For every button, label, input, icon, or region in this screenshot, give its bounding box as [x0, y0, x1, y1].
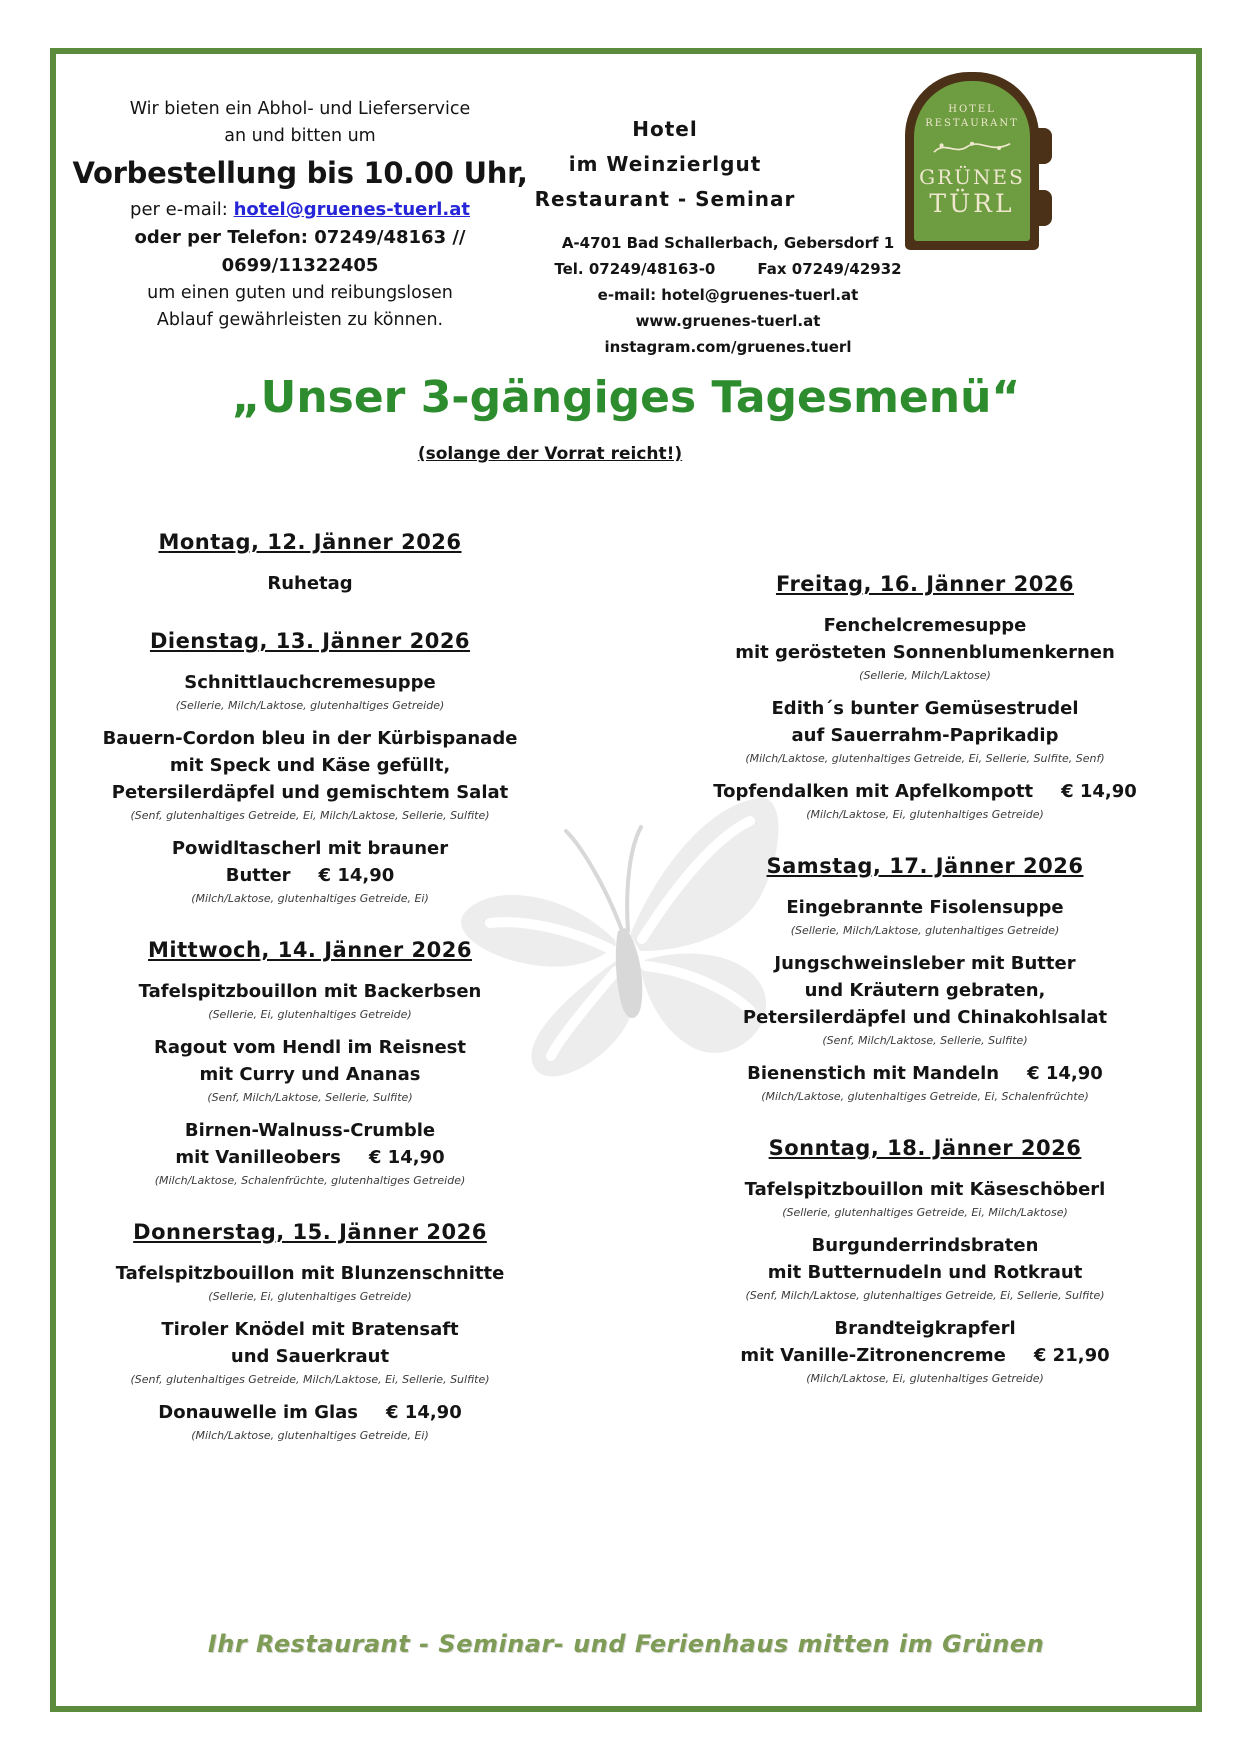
dish-line: Eingebrannte Fisolensuppe	[786, 897, 1064, 918]
dish-allergens: (Milch/Laktose, glutenhaltiges Getreide, Ei, Sellerie, Sulfite, Senf)	[745, 752, 1105, 765]
hotel-name-line-2: im Weinzierlgut	[568, 152, 762, 176]
menu-dish	[685, 1060, 1165, 1104]
menu-subtitle: (solange der Vorrat reicht!)	[417, 444, 683, 464]
preorder-deadline: Vorbestellung bis 10.00 Uhr,	[72, 156, 528, 190]
dish-line: Tafelspitzbouillon mit Backerbsen	[138, 981, 482, 1002]
dish-line: und Sauerkraut	[230, 1346, 390, 1367]
dish-line: und Kräutern gebraten,	[804, 980, 1046, 1001]
menu-dish	[685, 1176, 1165, 1220]
service-note-phone-1: oder per Telefon: 07249/48163 //	[134, 227, 466, 248]
menu-dish	[85, 669, 535, 713]
telfax-row	[508, 256, 948, 282]
menu-day-heading: Montag, 12. Jänner 2026	[158, 530, 462, 554]
service-note-line-2: an und bitten um	[224, 126, 376, 146]
dish-price: € 21,90	[1033, 1345, 1110, 1366]
dish-allergens: (Senf, Milch/Laktose, Sellerie, Sulfite)	[822, 1034, 1028, 1047]
dish-allergens: (Milch/Laktose, glutenhaltiges Getreide, Ei)	[191, 1429, 429, 1442]
service-note-line-1: Wir bieten ein Abhol- und Lieferservice	[129, 99, 471, 119]
service-note-closing-1: um einen guten und reibungslosen	[147, 283, 453, 303]
menu-dish	[85, 1034, 535, 1105]
menu-dish	[85, 725, 535, 823]
menu-title: „Unser 3-gängiges Tagesmenü“	[231, 372, 1021, 423]
dish-allergens: (Sellerie, Milch/Laktose, glutenhaltiges Getreide)	[175, 699, 445, 712]
dish-line: Burgunderrindsbraten	[811, 1235, 1039, 1256]
dish-allergens: (Senf, Milch/Laktose, Sellerie, Sulfite)	[207, 1091, 413, 1104]
dish-line: Tafelspitzbouillon mit Käseschöberl	[744, 1179, 1106, 1200]
dish-allergens: (Sellerie, Milch/Laktose)	[859, 669, 991, 682]
dish-allergens: (Senf, glutenhaltiges Getreide, Ei, Milch/Laktose, Sellerie, Sulfite)	[130, 809, 490, 822]
dish-line: auf Sauerrahm-Paprikadip	[791, 725, 1059, 746]
footer-tagline: Ihr Restaurant - Seminar- und Ferienhaus mitten im Grünen	[207, 1630, 1045, 1658]
dish-price: € 14,90	[368, 1147, 445, 1168]
dish-allergens: (Sellerie, Milch/Laktose, glutenhaltiges Getreide)	[790, 924, 1060, 937]
logo-word-hotel: HOTEL RESTAURANT	[925, 104, 1019, 129]
dish-line: mit Speck und Käse gefüllt,	[169, 755, 451, 776]
dish-allergens: (Milch/Laktose, glutenhaltiges Getreide, Ei, Schalenfrüchte)	[761, 1090, 1089, 1103]
hotel-email: e-mail: hotel@gruenes-tuerl.at	[597, 286, 859, 304]
dish-line: Brandteigkrapferl	[834, 1318, 1016, 1339]
dish-line: mit Curry und Ananas	[199, 1064, 421, 1085]
door-hinge-icon	[1030, 128, 1052, 164]
menu-dish	[85, 835, 535, 906]
menu-day	[85, 936, 535, 1188]
service-note-phone-2: 0699/11322405	[221, 255, 379, 276]
address-line: A-4701 Bad Schallerbach, Gebersdorf 1	[561, 234, 895, 252]
menu-dish	[85, 1316, 535, 1387]
menu-dish	[685, 778, 1165, 822]
service-note	[70, 96, 530, 334]
dish-line: Ruhetag	[267, 573, 353, 594]
logo-door	[914, 81, 1030, 241]
dish-allergens: (Milch/Laktose, Ei, glutenhaltiges Getreide)	[806, 1372, 1044, 1385]
menu-dish	[85, 1117, 535, 1188]
dish-line: Powidltascherl mit brauner Butter € 14,90	[171, 838, 449, 886]
fax-number: Fax 07249/42932	[757, 260, 902, 278]
dish-line: Jungschweinsleber mit Butter	[774, 953, 1076, 974]
menu-day	[685, 1134, 1165, 1386]
menu-day-heading: Freitag, 16. Jänner 2026	[775, 572, 1075, 596]
menu-dish	[685, 612, 1165, 683]
menu-day-heading: Dienstag, 13. Jänner 2026	[149, 629, 471, 653]
dish-line: mit Vanilleobers € 14,90	[175, 1147, 445, 1168]
email-prefix: per e-mail:	[130, 199, 234, 220]
menu-dish	[85, 1399, 535, 1443]
hotel-name-line-1: Hotel	[632, 117, 698, 141]
dish-allergens: (Sellerie, Ei, glutenhaltiges Getreide)	[208, 1008, 412, 1021]
menu-day-heading: Mittwoch, 14. Jänner 2026	[148, 938, 472, 962]
dish-price: € 14,90	[1061, 781, 1137, 802]
dish-line: Tiroler Knödel mit Bratensaft	[161, 1319, 459, 1340]
dish-allergens: (Sellerie, glutenhaltiges Getreide, Ei, Milch/Laktose)	[782, 1206, 1068, 1219]
dish-line: Bauern-Cordon bleu in der Kürbispanade	[102, 728, 518, 749]
email-link[interactable]: hotel@gruenes-tuerl.at	[233, 199, 470, 220]
menu-day-heading: Sonntag, 18. Jänner 2026	[768, 1136, 1082, 1160]
menu-day	[685, 570, 1165, 822]
dish-line: Ragout vom Hendl im Reisnest	[154, 1037, 466, 1058]
service-note-closing-2: Ablauf gewährleisten zu können.	[156, 310, 444, 330]
menu-day	[85, 528, 535, 597]
dish-allergens: (Senf, glutenhaltiges Getreide, Milch/Laktose, Ei, Sellerie, Sulfite)	[130, 1373, 490, 1386]
menu-day-heading: Donnerstag, 15. Jänner 2026	[133, 1220, 487, 1244]
menu-dish	[685, 695, 1165, 766]
logo-gruenes: GRÜNES	[919, 165, 1025, 189]
menu-dish	[685, 1232, 1165, 1303]
dish-allergens: (Milch/Laktose, glutenhaltiges Getreide, Ei)	[191, 892, 429, 905]
dish-allergens: (Milch/Laktose, Ei, glutenhaltiges Getreide)	[806, 808, 1044, 821]
menu-dish	[685, 1315, 1165, 1386]
menu-dish	[85, 570, 535, 597]
dish-allergens: (Senf, Milch/Laktose, glutenhaltiges Getreide, Ei, Sellerie, Sulfite)	[745, 1289, 1105, 1302]
service-note-email-line	[70, 196, 530, 224]
dish-line: Edith´s bunter Gemüsestrudel	[771, 698, 1079, 719]
dish-allergens: (Milch/Laktose, Schalenfrüchte, glutenhaltiges Getreide)	[154, 1174, 466, 1187]
dish-allergens: (Sellerie, Ei, glutenhaltiges Getreide)	[208, 1290, 412, 1303]
hotel-website: www.gruenes-tuerl.at	[635, 312, 821, 330]
hotel-logo	[905, 72, 1039, 250]
menu-dish	[85, 978, 535, 1022]
menu-day	[85, 627, 535, 906]
page-border-frame	[50, 48, 1202, 1712]
dish-line: Bienenstich mit Mandeln € 14,90	[747, 1063, 1103, 1084]
logo-tuerl: TÜRL	[929, 189, 1015, 218]
vine-ornament-icon	[929, 137, 1015, 159]
dish-price: € 14,90	[318, 865, 395, 886]
menu-dish	[685, 894, 1165, 938]
dish-line: Petersilerdäpfel und gemischtem Salat	[111, 782, 509, 803]
dish-line: Topfendalken mit Apfelkompott € 14,90	[713, 781, 1137, 802]
menu-dish	[685, 950, 1165, 1048]
menu-day-heading: Samstag, 17. Jänner 2026	[766, 854, 1084, 878]
dish-line: mit Vanille-Zitronencreme € 21,90	[740, 1345, 1110, 1366]
dish-line: Schnittlauchcremesuppe	[184, 672, 436, 693]
dish-line: mit gerösteten Sonnenblumenkernen	[735, 642, 1115, 663]
dish-line: mit Butternudeln und Rotkraut	[767, 1262, 1083, 1283]
hotel-name-line-3: Restaurant - Seminar	[534, 187, 796, 211]
dish-line: Donauwelle im Glas € 14,90	[158, 1402, 462, 1423]
menu-day	[85, 1218, 535, 1443]
dish-price: € 14,90	[386, 1402, 462, 1423]
menu-day	[685, 852, 1165, 1104]
phone-number: Tel. 07249/48163-0	[554, 260, 716, 278]
dish-line: Fenchelcremesuppe	[823, 615, 1027, 636]
dish-line: Tafelspitzbouillon mit Blunzenschnitte	[115, 1263, 505, 1284]
menu-column-left	[85, 528, 535, 1473]
menu-column-right	[685, 570, 1165, 1416]
dish-line: Birnen-Walnuss-Crumble	[184, 1120, 436, 1141]
door-hinge-icon	[1030, 190, 1052, 226]
hotel-address	[508, 230, 948, 360]
menu-dish	[85, 1260, 535, 1304]
hotel-name	[480, 112, 850, 217]
dish-price: € 14,90	[1027, 1063, 1103, 1084]
hotel-instagram: instagram.com/gruenes.tuerl	[604, 338, 852, 356]
dish-line: Petersilerdäpfel und Chinakohlsalat	[742, 1007, 1108, 1028]
